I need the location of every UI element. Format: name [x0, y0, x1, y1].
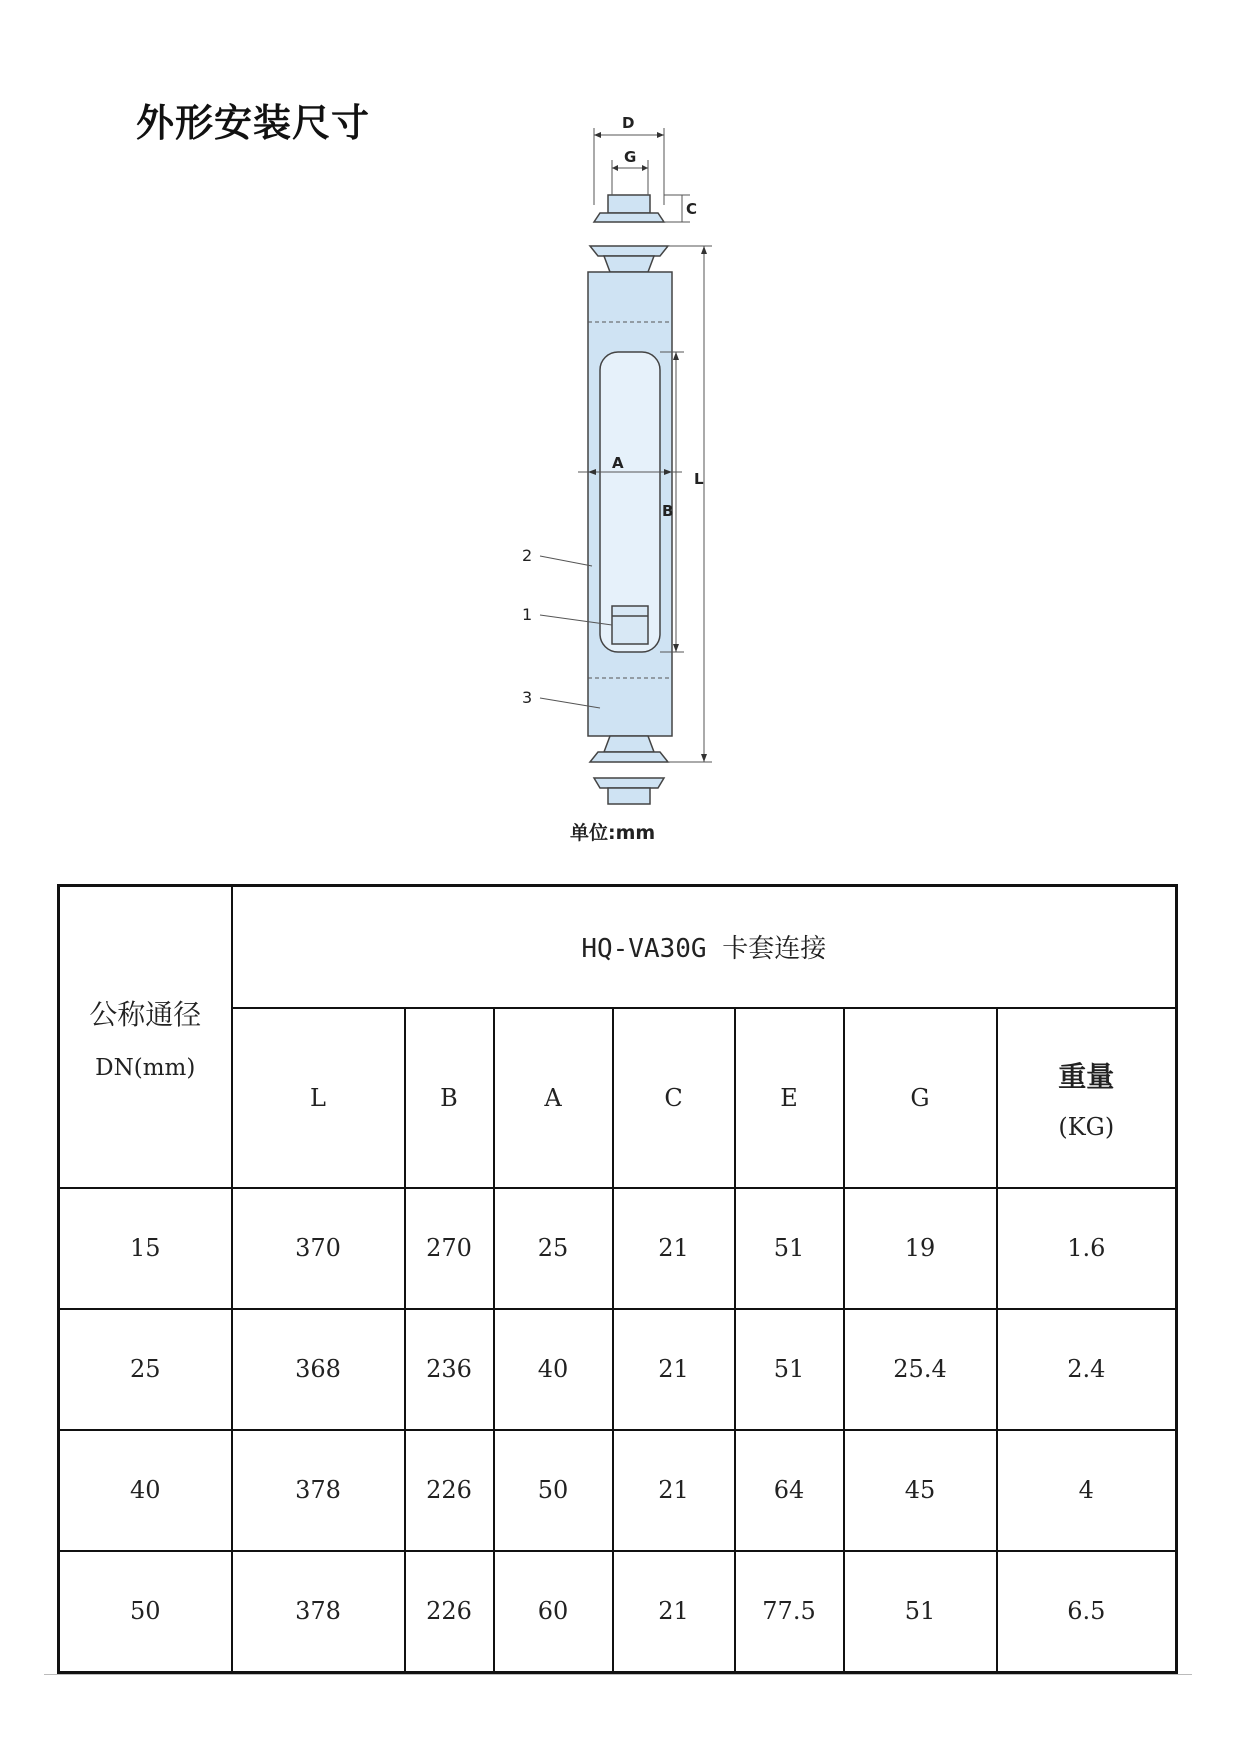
installation-dimension-diagram — [0, 0, 1240, 860]
cell-g: 25.4 — [844, 1309, 997, 1430]
cell-c: 21 — [613, 1551, 735, 1673]
column-header-a: A — [494, 1008, 613, 1188]
bottom-neck — [604, 736, 654, 752]
flowmeter-drawing — [0, 0, 1240, 860]
column-header-b: B — [405, 1008, 494, 1188]
cell-a: 40 — [494, 1309, 613, 1430]
cell-dn: 40 — [59, 1430, 232, 1551]
table-row — [59, 1309, 1177, 1430]
cell-dn: 50 — [59, 1551, 232, 1673]
cell-l: 378 — [232, 1551, 405, 1673]
cell-b: 236 — [405, 1309, 494, 1430]
dimension-label-c: C — [686, 200, 698, 218]
cell-c: 21 — [613, 1309, 735, 1430]
cell-g: 45 — [844, 1430, 997, 1551]
dimension-table — [57, 884, 1178, 1674]
table-row — [59, 1188, 1177, 1309]
bottom-nut — [608, 788, 650, 804]
cell-weight: 4 — [997, 1430, 1177, 1551]
cell-b: 226 — [405, 1430, 494, 1551]
nominal-diameter-header — [59, 886, 232, 1188]
top-flange — [590, 246, 668, 256]
model-title: HQ-VA30G 卡套连接 — [232, 886, 1177, 1008]
cell-a: 60 — [494, 1551, 613, 1673]
cell-weight: 2.4 — [997, 1309, 1177, 1430]
nominal-diameter-label: 公称通径 — [89, 997, 202, 1031]
cell-e: 51 — [735, 1188, 844, 1309]
cell-dn: 15 — [59, 1188, 232, 1309]
footer-divider — [44, 1674, 1192, 1675]
top-ferrule — [594, 213, 664, 222]
column-header-e: E — [735, 1008, 844, 1188]
table-row — [59, 1551, 1177, 1673]
cell-e: 51 — [735, 1309, 844, 1430]
cell-c: 21 — [613, 1430, 735, 1551]
cell-weight: 1.6 — [997, 1188, 1177, 1309]
cell-b: 270 — [405, 1188, 494, 1309]
cell-weight: 6.5 — [997, 1551, 1177, 1673]
cell-l: 370 — [232, 1188, 405, 1309]
part-label-2: 2 — [522, 546, 533, 565]
cell-a: 25 — [494, 1188, 613, 1309]
column-header-l: L — [232, 1008, 405, 1188]
cell-l: 368 — [232, 1309, 405, 1430]
unit-label: 单位:mm — [570, 822, 656, 844]
cell-l: 378 — [232, 1430, 405, 1551]
bottom-ferrule — [594, 778, 664, 788]
dimension-label-l: L — [694, 470, 704, 488]
part-label-3: 3 — [522, 688, 533, 707]
cell-c: 21 — [613, 1188, 735, 1309]
page-title: 外形安装尺寸 — [136, 101, 371, 145]
dimension-label-b: B — [662, 502, 674, 520]
weight-unit-label: (KG) — [1058, 1112, 1115, 1141]
column-header-g: G — [844, 1008, 997, 1188]
bottom-flange — [590, 752, 668, 762]
dimension-label-g: G — [624, 148, 637, 166]
cell-b: 226 — [405, 1551, 494, 1673]
weight-header — [997, 1008, 1177, 1188]
table-row — [59, 1430, 1177, 1551]
cell-g: 19 — [844, 1188, 997, 1309]
dimension-label-d: D — [622, 114, 635, 132]
float — [612, 606, 648, 644]
dimension-label-a: A — [612, 454, 624, 472]
cell-e: 77.5 — [735, 1551, 844, 1673]
cell-e: 64 — [735, 1430, 844, 1551]
cell-dn: 25 — [59, 1309, 232, 1430]
column-header-c: C — [613, 1008, 735, 1188]
dn-unit-label: DN(mm) — [95, 1054, 196, 1081]
part-label-1: 1 — [522, 605, 533, 624]
cell-a: 50 — [494, 1430, 613, 1551]
top-nut — [608, 195, 650, 213]
weight-label: 重量 — [1058, 1059, 1115, 1093]
top-neck — [604, 256, 654, 272]
cell-g: 51 — [844, 1551, 997, 1673]
